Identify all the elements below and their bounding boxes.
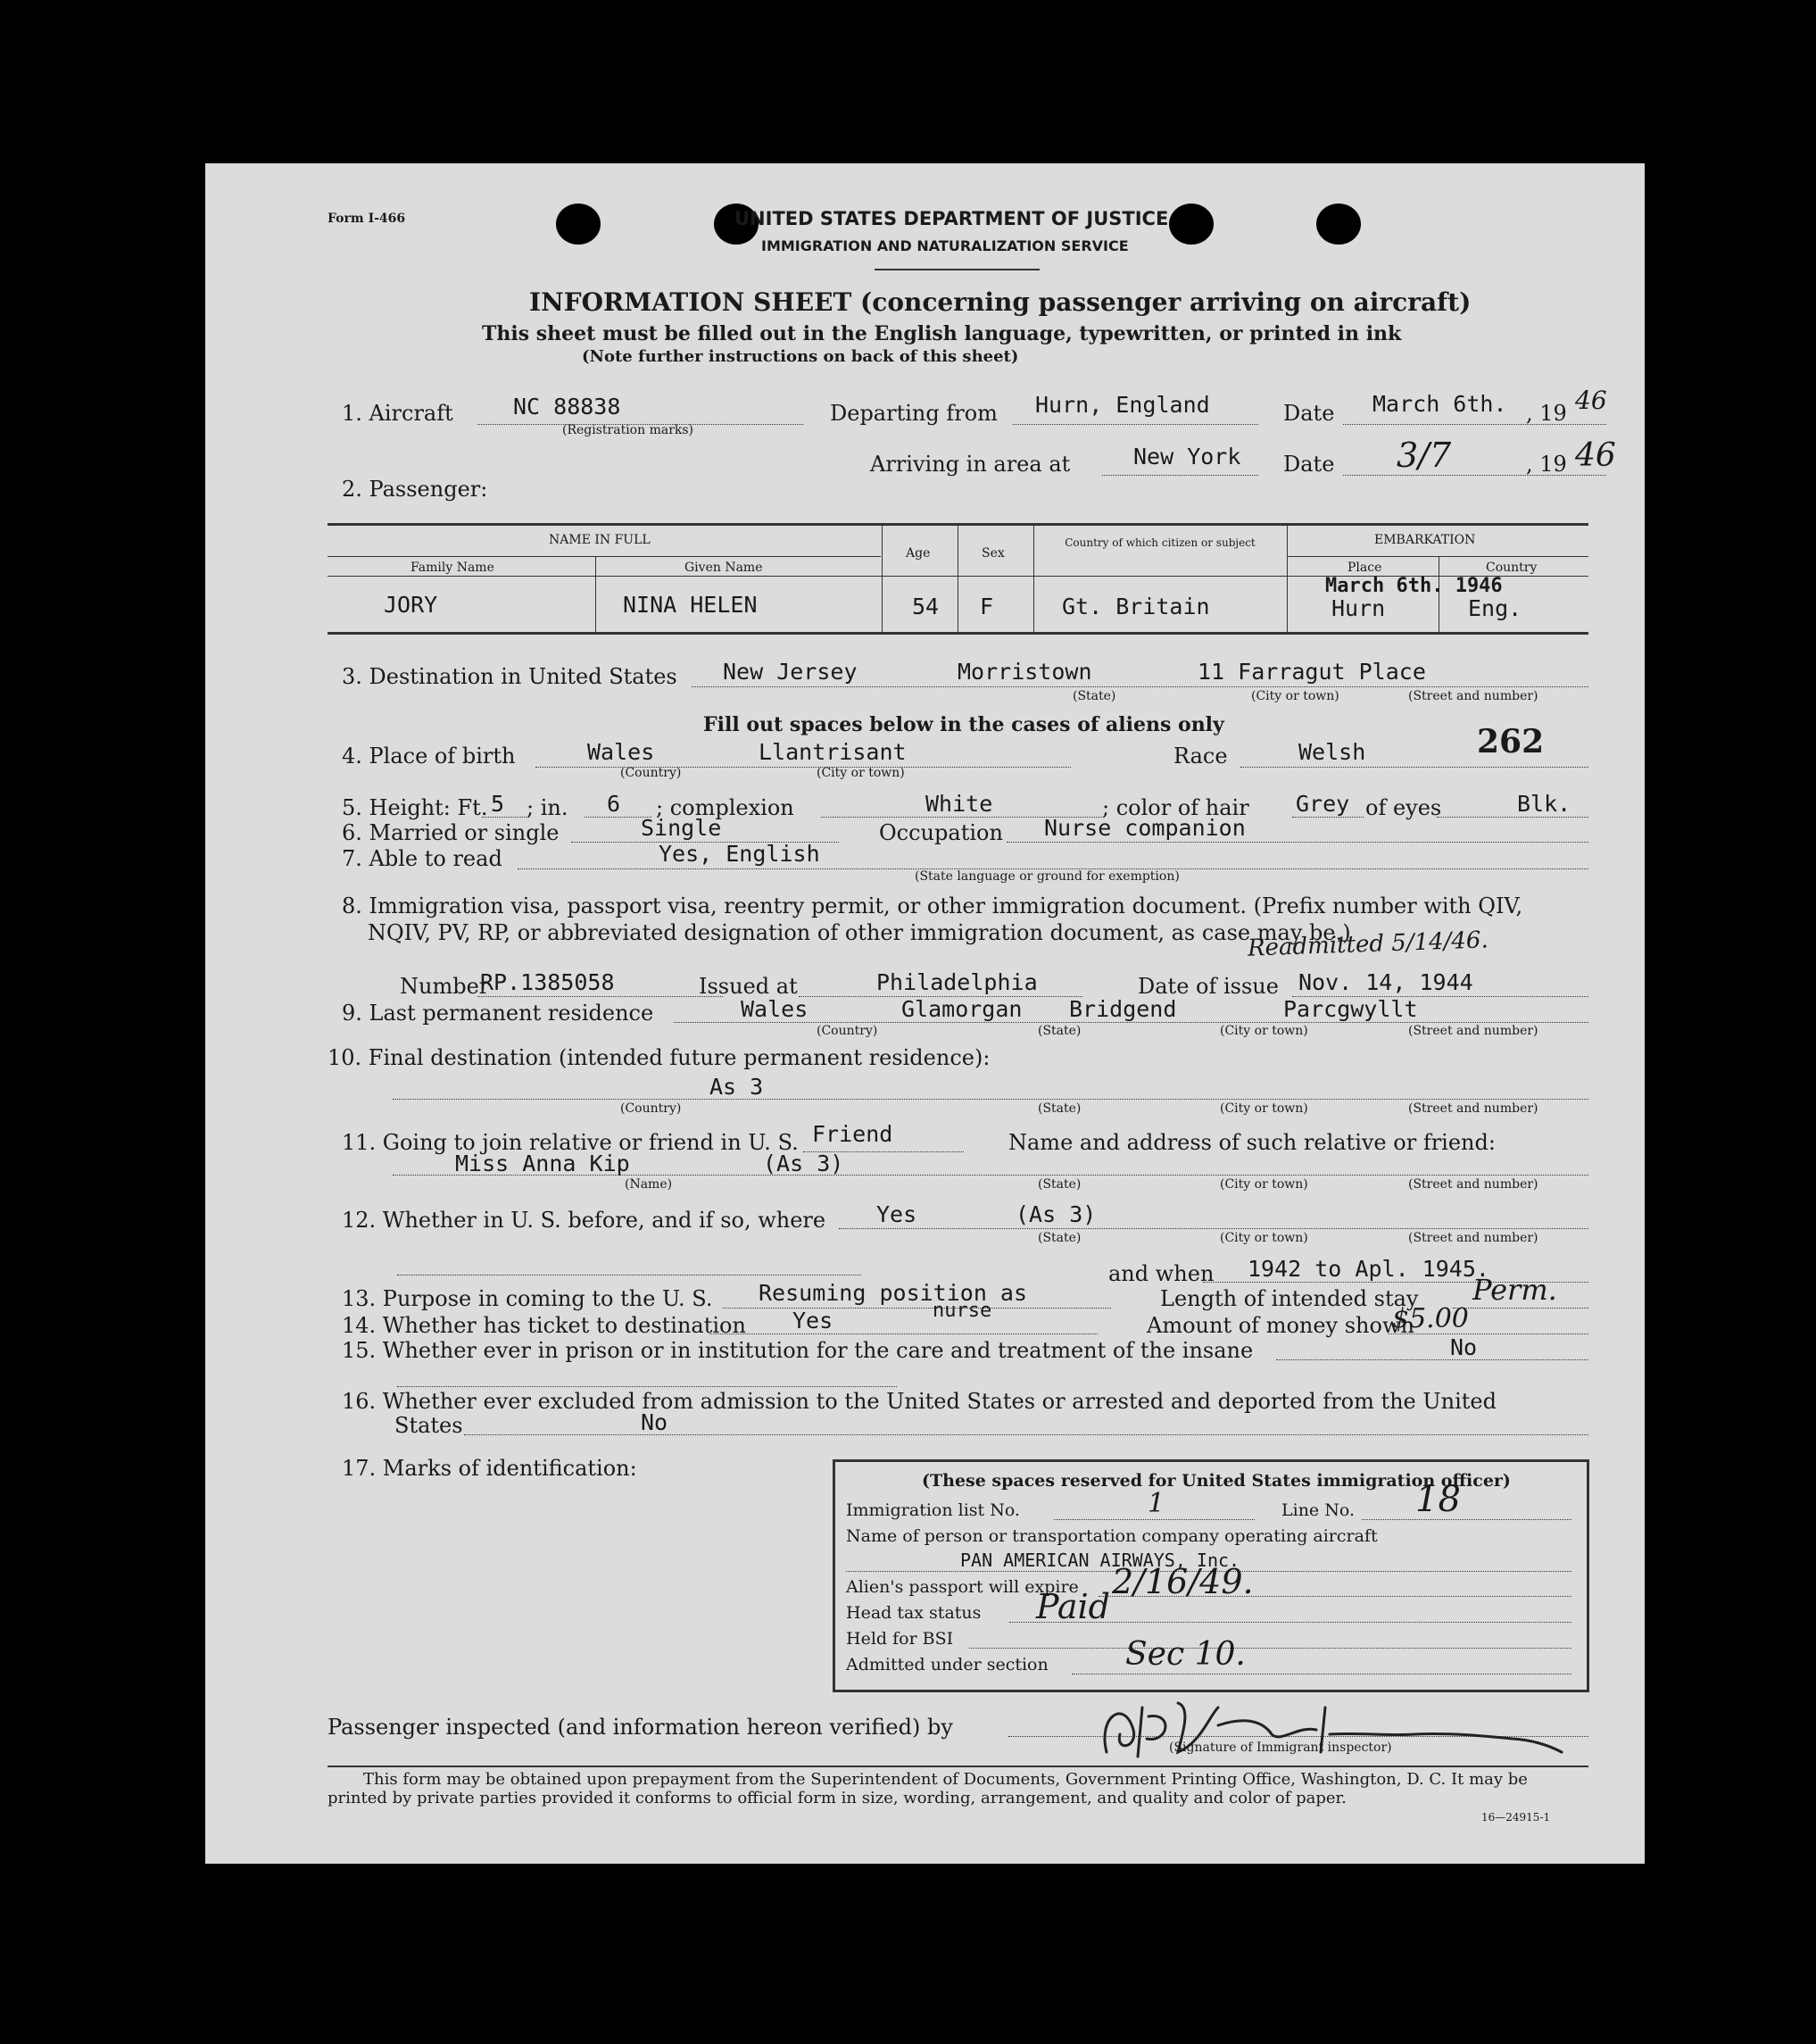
final-street-caption: (Street and number) xyxy=(1408,1101,1538,1116)
dest-city-caption: (City or town) xyxy=(1251,689,1339,703)
arriving-value: New York xyxy=(1133,444,1241,469)
res-city-value: Bridgend xyxy=(1069,996,1177,1022)
res-street-caption: (Street and number) xyxy=(1408,1024,1538,1038)
inspected-label: Passenger inspected (and information hereon verified) by xyxy=(328,1715,953,1740)
q9-label: 9. Last permanent residence xyxy=(342,1001,654,1026)
embark-date-value: March 6th. 1946 xyxy=(1325,575,1503,597)
eyes-label: of eyes xyxy=(1365,795,1442,820)
occupation-value: Nurse companion xyxy=(1044,815,1246,841)
age-value: 54 xyxy=(912,594,940,619)
age-header: Age xyxy=(906,546,931,561)
line-no-value: 18 xyxy=(1415,1479,1461,1520)
punch-hole-left xyxy=(556,204,601,245)
citizen-value: Gt. Britain xyxy=(1062,594,1210,619)
race-code: 262 xyxy=(1477,723,1545,760)
read-label: 7. Able to read xyxy=(342,846,502,871)
company-label: Name of person or transportation company operating aircraft xyxy=(846,1526,1378,1546)
birth-country-caption: (Country) xyxy=(620,766,682,780)
q11b-label: Name and address of such relative or friend: xyxy=(1008,1130,1496,1155)
depart-date-value: March 6th. xyxy=(1372,391,1507,417)
imm-list-value: 1 xyxy=(1148,1488,1165,1519)
complexion-value: White xyxy=(925,791,993,817)
punch-hole-right xyxy=(1316,204,1361,245)
q14-label: 14. Whether has ticket to destination xyxy=(342,1313,746,1338)
q16-line2: States xyxy=(394,1413,463,1438)
number-value: RP.1385058 xyxy=(480,969,615,995)
passport-expire-value: 2/16/49. xyxy=(1112,1562,1254,1601)
height-label: 5. Height: Ft. xyxy=(342,795,488,820)
final-city-caption: (City or town) xyxy=(1220,1101,1308,1116)
final-dest-value: As 3 xyxy=(709,1074,764,1100)
sheet-note: (Note further instructions on back of this sheet) xyxy=(582,347,1019,366)
number-label: Number xyxy=(400,974,490,999)
family-name-header: Family Name xyxy=(410,561,494,575)
purpose-value: Resuming position as xyxy=(759,1280,1028,1306)
issued-at-label: Issued at xyxy=(699,974,798,999)
line-no-label: Line No. xyxy=(1281,1500,1355,1520)
head-tax-value: Paid xyxy=(1036,1587,1110,1626)
state-language-caption: (State language or ground for exemption) xyxy=(915,869,1180,884)
friend-name-value: Miss Anna Kip xyxy=(455,1151,630,1176)
dest-city-value: Morristown xyxy=(958,659,1092,685)
excluded-value: No xyxy=(641,1409,668,1435)
dest-street-value: 11 Farragut Place xyxy=(1198,659,1426,685)
purpose-value-2: nurse xyxy=(933,1300,992,1322)
friend-street-caption: (Street and number) xyxy=(1408,1177,1538,1192)
sex-header: Sex xyxy=(982,546,1005,561)
race-value: Welsh xyxy=(1298,739,1366,765)
before-state-caption: (State) xyxy=(1038,1231,1082,1245)
married-value: Single xyxy=(641,815,722,841)
q17-label: 17. Marks of identification: xyxy=(342,1456,637,1481)
head-tax-label: Head tax status xyxy=(846,1603,982,1623)
held-bsi-label: Held for BSI xyxy=(846,1629,954,1649)
arrive-year-value: 46 xyxy=(1575,437,1616,474)
height-in-label: ; in. xyxy=(527,795,568,820)
stay-value: Perm. xyxy=(1472,1273,1557,1307)
arrive-year-prefix: , 19 xyxy=(1526,452,1567,477)
res-state-caption: (State) xyxy=(1038,1024,1082,1038)
depart-year-prefix: , 19 xyxy=(1526,401,1567,426)
money-value: $5.00 xyxy=(1392,1303,1469,1334)
admitted-label: Admitted under section xyxy=(846,1655,1049,1674)
dest-state-value: New Jersey xyxy=(723,659,858,685)
date-of-issue-value: Nov. 14, 1944 xyxy=(1298,969,1473,995)
departing-value: Hurn, England xyxy=(1035,392,1210,418)
hair-label: ; color of hair xyxy=(1102,795,1249,820)
form-number: Form I-466 xyxy=(328,212,406,226)
height-in-value: 6 xyxy=(607,791,621,817)
before-value: Yes xyxy=(876,1201,917,1227)
friend-name-caption: (Name) xyxy=(625,1177,673,1192)
print-code: 16—24915-1 xyxy=(1481,1811,1551,1824)
embark-place-value: Hurn xyxy=(1331,595,1386,621)
embark-country-value: Eng. xyxy=(1468,595,1522,621)
passport-expire-label: Alien's passport will expire xyxy=(846,1577,1079,1597)
service-heading: IMMIGRATION AND NATURALIZATION SERVICE xyxy=(761,237,1129,254)
final-state-caption: (State) xyxy=(1038,1101,1082,1116)
and-when-label: and when xyxy=(1108,1261,1215,1286)
depart-year-value: 46 xyxy=(1575,386,1607,415)
before-city-caption: (City or town) xyxy=(1220,1231,1308,1245)
place-header: Place xyxy=(1347,561,1382,575)
hair-value: Grey xyxy=(1296,791,1350,817)
aircraft-label: 1. Aircraft xyxy=(342,401,453,426)
sex-value: F xyxy=(980,594,994,619)
family-name-value: JORY xyxy=(384,592,438,618)
aircraft-value: NC 88838 xyxy=(513,394,621,420)
dest-state-caption: (State) xyxy=(1073,689,1116,703)
q12-label: 12. Whether in U. S. before, and if so, where xyxy=(342,1208,826,1233)
eyes-value: Blk. xyxy=(1517,791,1571,817)
final-country-caption: (Country) xyxy=(620,1101,682,1116)
registration-marks-label: (Registration marks) xyxy=(562,423,694,437)
arrive-date-label: Date xyxy=(1283,452,1335,477)
birth-country-value: Wales xyxy=(587,739,655,765)
birth-label: 4. Place of birth xyxy=(342,744,516,769)
q15-label: 15. Whether ever in prison or in institution for the care and treatment of the insane xyxy=(342,1338,1254,1363)
embarkation-header: EMBARKATION xyxy=(1374,533,1476,547)
friend-city-caption: (City or town) xyxy=(1220,1177,1308,1192)
stay-label: Length of intended stay xyxy=(1160,1286,1419,1311)
dept-heading: UNITED STATES DEPARTMENT OF JUSTICE xyxy=(734,208,1169,229)
complexion-label: ; complexion xyxy=(656,795,794,820)
friend-addr-value: (As 3) xyxy=(763,1151,844,1176)
arrive-date-value: 3/7 xyxy=(1397,436,1452,475)
sheet-subtitle: This sheet must be filled out in the English language, typewritten, or printed in ink xyxy=(482,322,1402,345)
country-header: Country xyxy=(1486,561,1538,575)
country-citizen-header: Country of which citizen or subject xyxy=(1065,536,1256,549)
ticket-value: Yes xyxy=(792,1308,833,1334)
issued-at-value: Philadelphia xyxy=(876,969,1038,995)
admitted-value: Sec 10. xyxy=(1125,1636,1246,1673)
punch-hole-center-right xyxy=(1169,204,1214,245)
date-of-issue-label: Date of issue xyxy=(1138,974,1279,999)
birth-city-value: Llantrisant xyxy=(759,739,907,765)
depart-date-label: Date xyxy=(1283,401,1335,426)
q13-label: 13. Purpose in coming to the U. S. xyxy=(342,1286,713,1311)
married-label: 6. Married or single xyxy=(342,820,560,845)
when-value: 1942 to Apl. 1945. xyxy=(1248,1256,1489,1282)
q11-label: 11. Going to join relative or friend in U. S. xyxy=(342,1130,799,1155)
given-name-header: Given Name xyxy=(684,561,763,575)
q8-line2: NQIV, PV, RP, or abbreviated designation of other immigration document, as case may be.) xyxy=(368,920,1351,945)
read-value: Yes, English xyxy=(659,841,820,867)
money-label: Amount of money shown xyxy=(1147,1313,1414,1338)
q8-line1: 8. Immigration visa, passport visa, reentry permit, or other immigration document. (Prefix number with QIV, xyxy=(342,893,1523,918)
q16-line1: 16. Whether ever excluded from admission to the United States or arrested and deported from the United xyxy=(342,1389,1497,1414)
arriving-label: Arriving in area at xyxy=(870,452,1071,477)
given-name-value: NINA HELEN xyxy=(623,592,758,618)
birth-city-caption: (City or town) xyxy=(817,766,905,780)
information-sheet xyxy=(205,163,1645,1864)
q10-label: 10. Final destination (intended future permanent residence): xyxy=(328,1045,991,1070)
company-value: PAN AMERICAN AIRWAYS, Inc. xyxy=(960,1550,1240,1571)
res-city-caption: (City or town) xyxy=(1220,1024,1308,1038)
departing-label: Departing from xyxy=(830,401,998,426)
res-street-value: Parcgwyllt xyxy=(1283,996,1418,1022)
footer-text: This form may be obtained upon prepayment from the Superintendent of Documents, Government Printing Office, Washington, D. C. It may be printed by private parties provided it conforms to official form in size, wording, arrangement, and quality and color of paper. xyxy=(328,1770,1528,1807)
officer-box xyxy=(833,1459,1589,1692)
race-label: Race xyxy=(1173,744,1228,769)
res-state-value: Glamorgan xyxy=(901,996,1023,1022)
imm-list-label: Immigration list No. xyxy=(846,1500,1020,1520)
dest-street-caption: (Street and number) xyxy=(1408,689,1538,703)
destination-label: 3. Destination in United States xyxy=(342,664,677,689)
join-value: Friend xyxy=(812,1121,893,1147)
officer-box-title: (These spaces reserved for United States immigration officer) xyxy=(922,1471,1511,1491)
readmitted-note: Readmitted 5/14/46. xyxy=(1247,926,1489,962)
passenger-label: 2. Passenger: xyxy=(342,477,488,502)
before-street-caption: (Street and number) xyxy=(1408,1231,1538,1245)
res-country-caption: (Country) xyxy=(817,1024,878,1038)
before-where-value: (As 3) xyxy=(1016,1201,1097,1227)
friend-state-caption: (State) xyxy=(1038,1177,1082,1192)
occupation-label: Occupation xyxy=(879,820,1003,845)
sheet-title: INFORMATION SHEET (concerning passenger arriving on aircraft) xyxy=(529,287,1472,317)
aliens-only-heading: Fill out spaces below in the cases of aliens only xyxy=(703,713,1224,736)
signature-caption: (Signature of Immigrant inspector) xyxy=(1169,1741,1392,1755)
res-country-value: Wales xyxy=(741,996,808,1022)
height-ft-value: 5 xyxy=(491,791,505,817)
prison-value: No xyxy=(1450,1334,1478,1360)
name-in-full-header: NAME IN FULL xyxy=(549,533,651,547)
